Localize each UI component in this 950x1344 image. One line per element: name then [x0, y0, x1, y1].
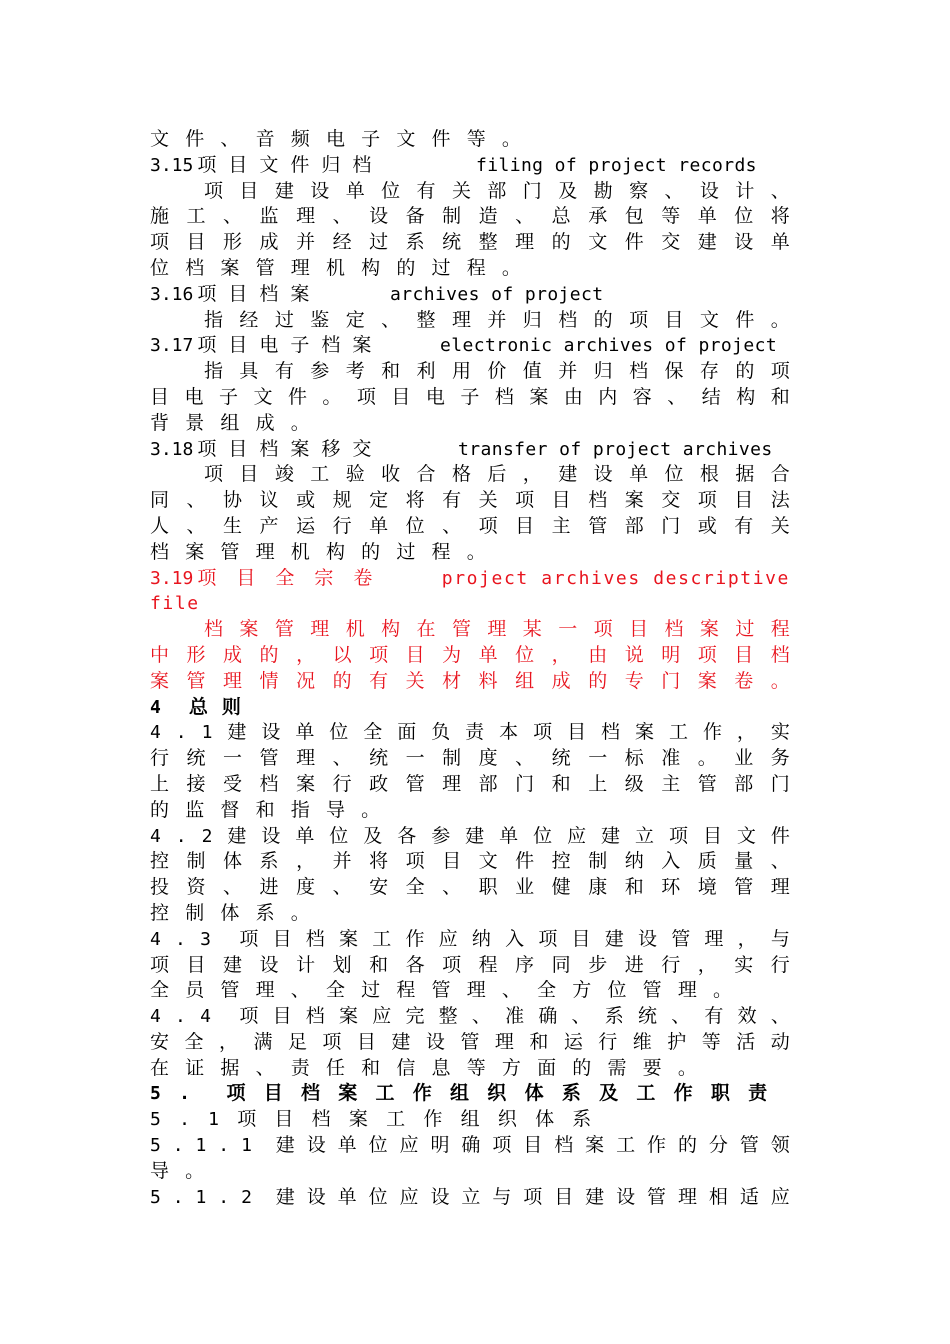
- text-line: [150, 591, 790, 617]
- line-text: 档 案 管 理 机 构 的 过 程 。: [150, 540, 486, 563]
- line-text: 位 档 案 管 理 机 构 的 过 程 。: [150, 256, 521, 279]
- text-line: [150, 488, 790, 514]
- term-chinese: 项目全宗卷: [197, 566, 393, 589]
- term-english-continued: file: [150, 593, 200, 615]
- text-line: [150, 308, 790, 334]
- line-text: 4 . 3 项 目 档 案 工 作 应 纳 入 项 目 建 设 管 理 ， 与: [150, 927, 790, 950]
- line-text: 投 资 、 进 度 、 安 全 、 职 业 健 康 和 环 境 管 理: [150, 876, 790, 899]
- term-chinese: 项目文件归档: [197, 153, 384, 176]
- text-line: [150, 1004, 790, 1030]
- line-text: 4 . 2 建 设 单 位 及 各 参 建 单 位 应 建 立 项 目 文 件: [150, 824, 790, 847]
- clause-number: 3.19: [150, 567, 194, 589]
- line-text: 安 全 ， 满 足 项 目 建 设 管 理 和 运 行 维 护 等 活 动: [150, 1030, 790, 1053]
- text-line: [150, 1030, 790, 1056]
- line-text: 控 制 体 系 ， 并 将 项 目 文 件 控 制 纳 入 质 量 、: [150, 850, 790, 873]
- line-text: 行 统 一 管 理 、 统 一 制 度 、 统 一 标 准 。 业 务: [150, 747, 790, 770]
- text-line: [150, 1185, 790, 1211]
- line-text: 项 目 竣 工 验 收 合 格 后 ， 建 设 单 位 根 据 合: [204, 463, 790, 486]
- line-text: 同 、 协 议 或 规 定 将 有 关 项 目 档 案 交 项 目 法: [150, 489, 790, 512]
- line-text: 指 具 有 参 考 和 利 用 价 值 并 归 档 保 存 的 项: [204, 360, 790, 383]
- line-text: 目 电 子 文 件 。 项 目 电 子 档 案 由 内 容 、 结 构 和: [150, 385, 790, 408]
- line-text: 4 . 4 项 目 档 案 应 完 整 、 准 确 、 系 统 、 有 效 、: [150, 1005, 790, 1028]
- text-line: [150, 385, 790, 411]
- line-text: 指 经 过 鉴 定 、 整 理 并 归 档 的 项 目 文 件 。: [204, 308, 790, 331]
- clause-number: 3.17: [150, 335, 194, 357]
- term-chinese: 总则: [188, 695, 255, 718]
- text-line: [150, 669, 790, 695]
- text-line: [150, 437, 790, 463]
- text-line: [150, 1081, 790, 1107]
- line-text: 人 、 生 产 运 行 单 位 、 项 目 主 管 部 门 或 有 关: [150, 514, 790, 537]
- line-text: 5 . 1 . 2 建 设 单 位 应 设 立 与 项 目 建 设 管 理 相 适 应: [150, 1185, 790, 1208]
- line-text: 控 制 体 系 。: [150, 901, 310, 924]
- clause-number: 3.15: [150, 154, 194, 176]
- line-text: 导 。: [150, 1159, 205, 1182]
- line-text: 文 件 、 音 频 电 子 文 件 等 。: [150, 128, 521, 150]
- text-line: [150, 1107, 790, 1133]
- text-line: [150, 462, 790, 488]
- text-line: [150, 230, 790, 256]
- text-line: [150, 256, 790, 282]
- text-line: [150, 204, 790, 230]
- text-line: [150, 179, 790, 205]
- line-text: 4 . 1 建 设 单 位 全 面 负 责 本 项 目 档 案 工 作 ， 实: [150, 721, 790, 744]
- text-line: [150, 824, 790, 850]
- text-line: [150, 978, 790, 1004]
- text-line: [150, 411, 790, 437]
- line-text: 中 形 成 的 ， 以 项 目 为 单 位 ， 由 说 明 项 目 档: [150, 643, 790, 666]
- text-line: [150, 695, 790, 721]
- term-english: archives of project: [390, 283, 604, 305]
- term-english: project archives descriptive: [441, 567, 790, 589]
- text-line: [150, 901, 790, 927]
- term-chinese: 项目档案: [197, 282, 322, 305]
- text-line: [150, 540, 790, 566]
- line-text: 5 . 1 项 目 档 案 工 作 组 织 体 系: [150, 1108, 592, 1131]
- line-text: 5 . 1 . 1 建 设 单 位 应 明 确 项 目 档 案 工 作 的 分 管 领: [150, 1134, 790, 1157]
- term-english: transfer of project archives: [458, 438, 773, 460]
- text-line: [150, 798, 790, 824]
- line-text: 项 目 建 设 计 划 和 各 项 程 序 同 步 进 行 ， 实 行: [150, 953, 790, 976]
- text-line: [150, 643, 790, 669]
- text-line: [150, 746, 790, 772]
- text-line: [150, 927, 790, 953]
- text-line: [150, 127, 790, 153]
- text-line: [150, 1159, 790, 1185]
- document-page: [150, 127, 790, 1210]
- text-line: [150, 772, 790, 798]
- text-line: [150, 282, 790, 308]
- term-english: filing of project records: [476, 154, 757, 176]
- line-text: 5 . 项 目 档 案 工 作 组 织 体 系 及 工 作 职 责: [150, 1082, 768, 1105]
- line-text: 全 员 管 理 、 全 过 程 管 理 、 全 方 位 管 理 。: [150, 979, 733, 1002]
- text-line: [150, 617, 790, 643]
- text-line: [150, 720, 790, 746]
- term-chinese: 项目电子档案: [197, 334, 384, 357]
- text-line: [150, 333, 790, 359]
- text-line: [150, 1133, 790, 1159]
- line-text: 项 目 形 成 并 经 过 系 统 整 理 的 文 件 交 建 设 单: [150, 231, 790, 254]
- line-text: 上 接 受 档 案 行 政 管 理 部 门 和 上 级 主 管 部 门: [150, 772, 790, 795]
- line-text: 案 管 理 情 况 的 有 关 材 料 组 成 的 专 门 案 卷 。: [150, 669, 790, 692]
- text-line: [150, 849, 790, 875]
- line-text: 在 证 据 、 责 任 和 信 息 等 方 面 的 需 要 。: [150, 1056, 697, 1079]
- clause-number: 3.18: [150, 438, 194, 460]
- text-line: [150, 514, 790, 540]
- line-text: 档 案 管 理 机 构 在 管 理 某 一 项 目 档 案 过 程: [204, 618, 790, 641]
- text-line: [150, 875, 790, 901]
- line-text: 背 景 组 成 。: [150, 411, 310, 434]
- text-line: [150, 566, 790, 592]
- line-text: 的 监 督 和 指 导 。: [150, 798, 381, 821]
- term-english: electronic archives of project: [440, 335, 778, 357]
- text-line: [150, 1056, 790, 1082]
- clause-number: 4: [150, 696, 161, 718]
- clause-number: 3.16: [150, 283, 194, 305]
- text-line: [150, 359, 790, 385]
- text-line: [150, 953, 790, 979]
- term-chinese: 项目档案移交: [197, 437, 384, 460]
- text-line: [150, 153, 790, 179]
- line-text: 施 工 、 监 理 、 设 备 制 造 、 总 承 包 等 单 位 将: [150, 205, 790, 228]
- line-text: 项 目 建 设 单 位 有 关 部 门 及 勘 察 、 设 计 、: [204, 179, 790, 202]
